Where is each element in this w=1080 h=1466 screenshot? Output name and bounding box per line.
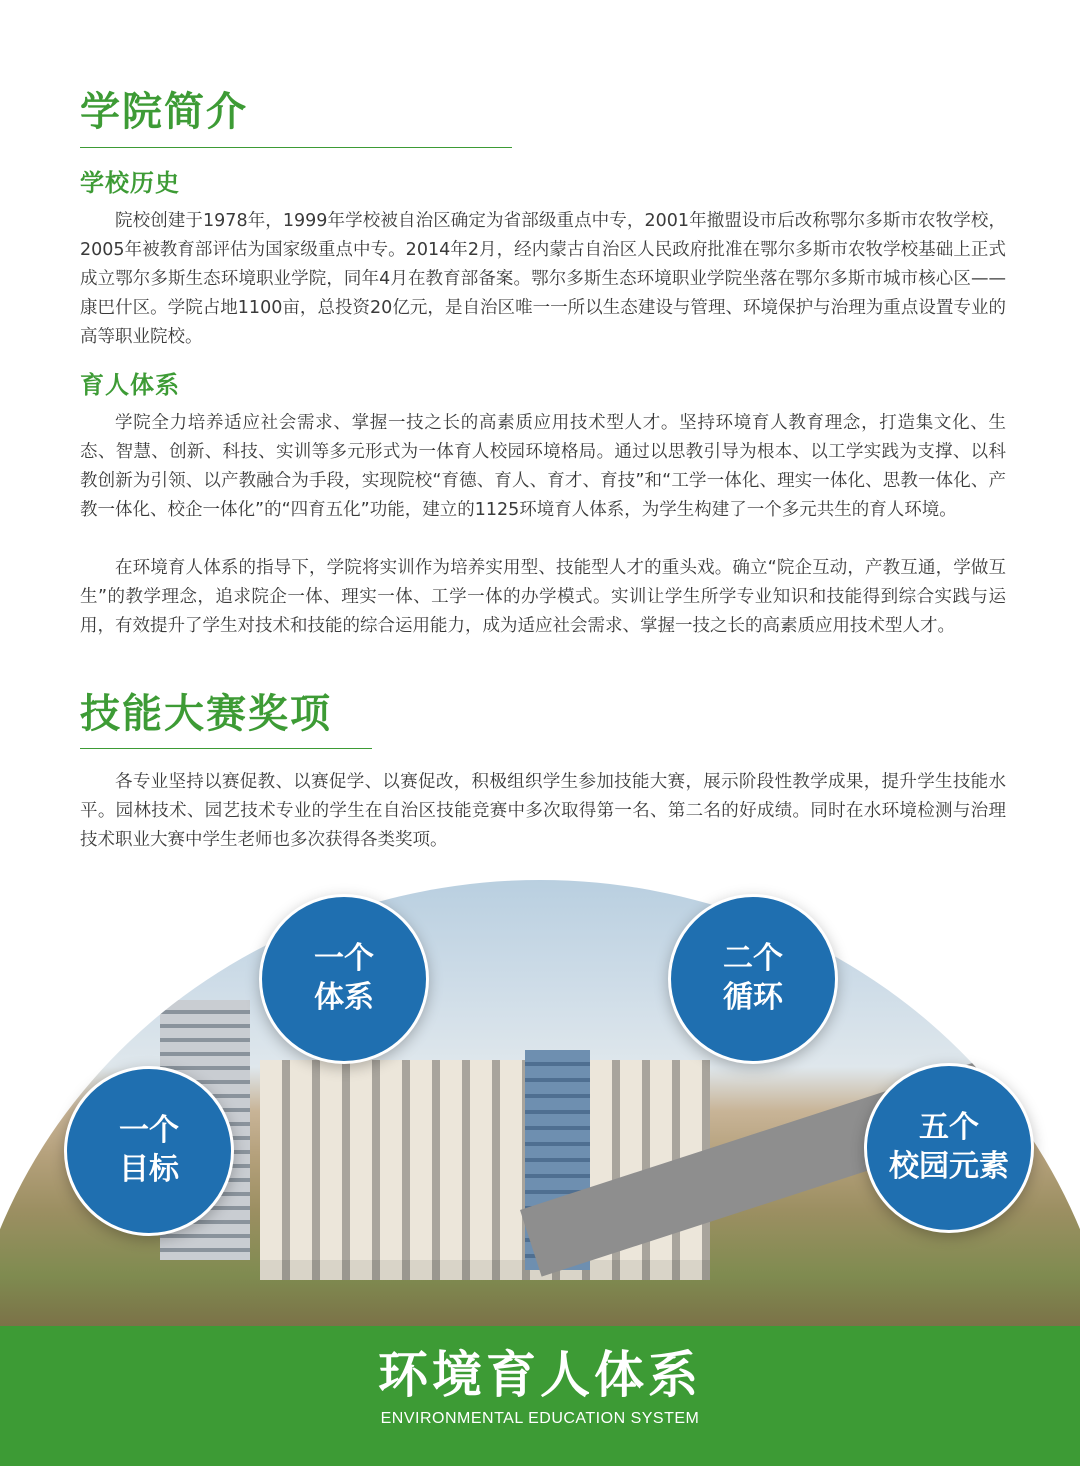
circle-cycle-line2: 循环 bbox=[723, 980, 783, 1015]
education-paragraph-2: 在环境育人体系的指导下，学院将实训作为培养实用型、技能型人才的重头戏。确立“院企互动，产教互通，学做互生”的教学理念，追求院企一体、理实一体、工学一体的办学模式。实训让学生所学专业知识和技能得到综合实践与运用，有效提升了学生对技术和技能的综合运用能力，成为适应社会需求、掌握一技之长的高素质应用技术型人才。 bbox=[80, 558, 1006, 636]
circle-elements bbox=[864, 1063, 1034, 1233]
history-paragraph: 院校创建于1978年，1999年学校被自治区确定为省部级重点中专，2001年撤盟设市后改称鄂尔多斯市农牧学校，2005年被教育部评估为国家级重点中专。2014年2月，经内蒙古自治区人民政府批准在鄂尔多斯市农牧学校基础上正式成立鄂尔多斯生态环境职业学院，同年4月在教育部备案。鄂尔多斯生态环境职业学院坐落在鄂尔多斯市城市核心区——康巴什区。学院占地1100亩，总投资20亿元，是自治区唯一一所以生态建设与管理、环境保护与治理为重点设置专业的高等职业院校。 bbox=[80, 211, 1006, 347]
circle-elements-line1: 五个 bbox=[919, 1110, 979, 1145]
banner-title: 环境育人体系 bbox=[378, 1346, 702, 1404]
bottom-banner bbox=[0, 1326, 1080, 1466]
subheading-history: 学校历史 bbox=[80, 169, 180, 197]
circle-system-line2: 体系 bbox=[314, 980, 374, 1015]
awards-paragraph: 各专业坚持以赛促教、以赛促学、以赛促改，积极组织学生参加技能大赛，展示阶段性教学成果，提升学生技能水平。园林技术、园艺技术专业的学生在自治区技能竞赛中多次取得第一名、第二名的好成绩。同时在水环境检测与治理技术职业大赛中学生老师也多次获得各类奖项。 bbox=[80, 772, 1006, 850]
section-title-intro: 学院简介 bbox=[80, 89, 248, 135]
section-divider bbox=[80, 748, 372, 749]
education-paragraph-1: 学院全力培养适应社会需求、掌握一技之长的高素质应用技术型人才。坚持环境育人教育理念，打造集文化、生态、智慧、创新、科技、实训等多元形式为一体育人校园环境格局。通过以思教引导为根本、以工学实践为支撑、以科教创新为引领、以产教融合为手段，实现院校“育德、育人、育才、育技”和“工学一体化、理实一体化、思教一体化、产教一体化、校企一体化”的“四育五化”功能，建立的1125环境育人体系，为学生构建了一个多元共生的育人环境。 bbox=[80, 413, 1006, 520]
circle-system bbox=[259, 894, 429, 1064]
circle-goal-line2: 目标 bbox=[119, 1152, 179, 1187]
banner-subtitle: ENVIRONMENTAL EDUCATION SYSTEM bbox=[380, 1410, 700, 1427]
circle-goal bbox=[64, 1066, 234, 1236]
circle-goal-line1: 一个 bbox=[119, 1113, 179, 1148]
circle-elements-line2: 校园元素 bbox=[889, 1149, 1009, 1184]
subheading-education: 育人体系 bbox=[80, 371, 180, 399]
circle-cycle-line1: 二个 bbox=[723, 941, 783, 976]
circle-cycle bbox=[668, 894, 838, 1064]
section-divider bbox=[80, 147, 512, 148]
circle-system-line1: 一个 bbox=[314, 941, 374, 976]
section-title-awards: 技能大赛奖项 bbox=[80, 691, 332, 737]
